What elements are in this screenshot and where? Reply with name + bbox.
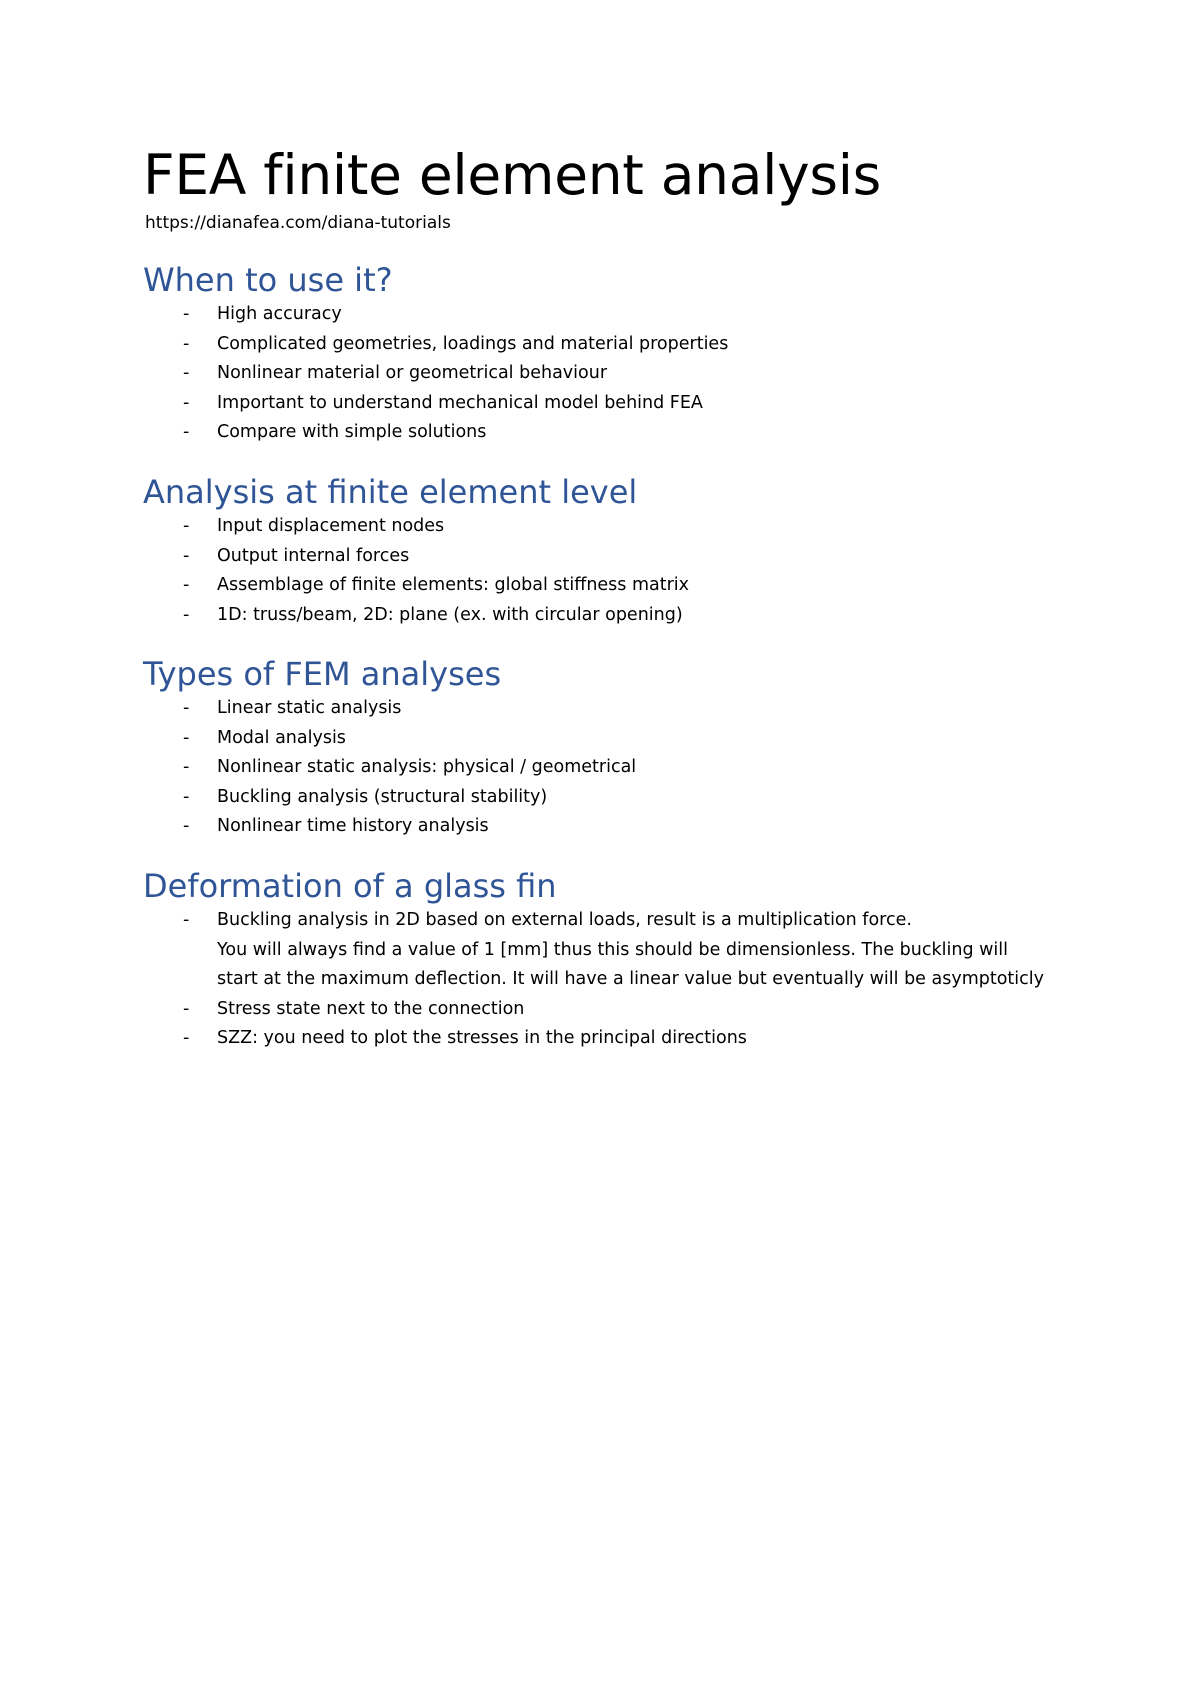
list-item-text: SZZ: you need to plot the stresses in the principal directions (217, 1028, 747, 1048)
bullet-dash: - (183, 575, 190, 595)
list-item (143, 724, 1143, 754)
bullet-dash: - (183, 1028, 190, 1048)
list-item (143, 389, 1143, 419)
bullet-list (143, 694, 1143, 842)
list-item-text: Compare with simple solutions (217, 422, 487, 442)
bullet-list (143, 512, 1143, 630)
bullet-dash: - (183, 727, 190, 748)
list-item (143, 906, 1143, 995)
list-item-text: Output internal forces (217, 545, 410, 566)
section-analysis-level (143, 472, 1143, 630)
section-heading: Analysis at finite element level (143, 473, 638, 511)
list-item (143, 1024, 1143, 1054)
list-item (143, 812, 1143, 842)
bullet-dash: - (183, 698, 190, 718)
section-when-to-use (143, 260, 1143, 448)
list-item (143, 995, 1143, 1025)
list-item-text: Important to understand mechanical model behind FEA (217, 392, 703, 413)
section-glass-fin (143, 866, 1143, 1054)
section-heading: Types of FEM analyses (143, 655, 502, 693)
bullet-dash: - (183, 392, 190, 413)
bullet-dash: - (183, 786, 190, 807)
list-item-text: Input displacement nodes (217, 516, 445, 536)
list-item-text: Assemblage of finite elements: global stiffness matrix (217, 575, 690, 595)
list-item (143, 571, 1143, 601)
list-item-text: Modal analysis (217, 727, 346, 748)
list-item (143, 300, 1143, 330)
bullet-dash: - (183, 757, 190, 777)
list-item (143, 694, 1143, 724)
list-item-text: High accuracy (217, 304, 342, 324)
list-item (143, 359, 1143, 389)
bullet-dash: - (183, 816, 190, 836)
list-item-text: Nonlinear time history analysis (217, 816, 489, 836)
list-item-text: Complicated geometries, loadings and material properties (217, 333, 729, 354)
list-item (143, 512, 1143, 542)
bullet-dash: - (183, 604, 190, 625)
section-heading: Deformation of a glass fin (143, 867, 557, 905)
bullet-dash: - (183, 545, 190, 566)
section-heading: When to use it? (143, 261, 393, 299)
bullet-dash: - (183, 333, 190, 354)
list-item-text: Linear static analysis (217, 698, 402, 718)
list-item (143, 753, 1143, 783)
list-item (143, 783, 1143, 813)
list-item (143, 330, 1143, 360)
list-item-text: Stress state next to the connection (217, 998, 525, 1019)
reference-url: https://dianafea.com/diana-tutorials (145, 213, 451, 233)
list-item-text-line: Buckling analysis in 2D based on external loads, result is a multiplication force. (217, 910, 912, 930)
list-item-text-line: You will always find a value of 1 [mm] thus this should be dimensionless. The buckling will (217, 939, 1009, 960)
bullet-dash: - (183, 422, 190, 442)
bullet-dash: - (183, 304, 190, 324)
list-item (143, 601, 1143, 631)
section-fem-types (143, 654, 1143, 842)
list-item-text-line: start at the maximum deflection. It will have a linear value but eventually will be asymptoticly (217, 969, 1044, 989)
list-item-text: Nonlinear material or geometrical behaviour (217, 363, 608, 383)
bullet-dash: - (183, 998, 190, 1019)
bullet-dash: - (183, 516, 190, 536)
list-item (143, 542, 1143, 572)
bullet-list (143, 300, 1143, 448)
list-item (143, 418, 1143, 448)
bullet-dash: - (183, 363, 190, 383)
document-title: FEA finite element analysis (143, 143, 882, 207)
bullet-list (143, 906, 1143, 1054)
list-item-text: Nonlinear static analysis: physical / geometrical (217, 757, 637, 777)
list-item-text: 1D: truss/beam, 2D: plane (ex. with circular opening) (217, 604, 683, 625)
list-item-text: Buckling analysis (structural stability) (217, 786, 548, 807)
bullet-dash: - (183, 910, 190, 930)
